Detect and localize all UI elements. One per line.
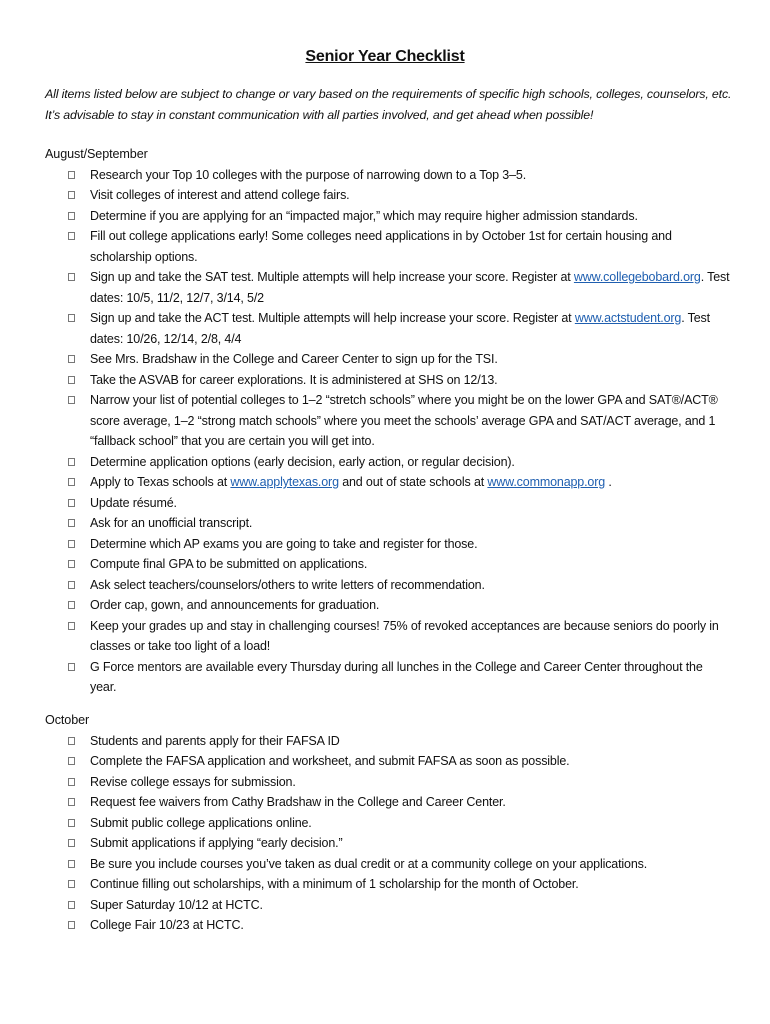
section-heading: August/September xyxy=(45,147,148,161)
checkbox-icon[interactable] xyxy=(68,581,75,589)
item-text: Take the ASVAB for career explorations. It is administered at SHS on 12/13. xyxy=(90,372,498,387)
item-text: Ask select teachers/counselors/others to write letters of recommendation. xyxy=(90,577,485,592)
section-october xyxy=(45,710,745,936)
intro-paragraph: All items listed below are subject to change or vary based on the requirements of specific high schools, colleges, counselors, etc. It’s advisable to stay in constant communication with all parties involved, and get ahead when possible! xyxy=(45,87,732,122)
checklist-item xyxy=(45,452,730,473)
checkbox-icon[interactable] xyxy=(68,921,75,929)
item-text: Be sure you include courses you’ve taken as dual credit or at a community college on your applications. xyxy=(90,856,648,871)
checklist-item xyxy=(45,792,730,813)
item-text: Sign up and take the ACT test. Multiple attempts will help increase your score. Register at xyxy=(90,311,575,325)
checklist-item xyxy=(45,493,730,514)
checkbox-icon[interactable] xyxy=(68,560,75,568)
checkbox-icon[interactable] xyxy=(68,798,75,806)
item-text: Narrow your list of potential colleges to 1–2 “stretch schools” where you might be on the lower GPA and SAT®/ACT® score average, 1–2 “strong match schools” where you meet the schools’ average GPA and SAT/ACT average, and 1 “fallback school” that you are certain you will get into. xyxy=(90,393,718,448)
checklist-item xyxy=(45,915,730,936)
item-text: Determine application options (early decision, early action, or regular decision). xyxy=(90,454,515,469)
checkbox-icon[interactable] xyxy=(68,499,75,507)
checklist-item xyxy=(45,534,730,555)
checkbox-icon[interactable] xyxy=(68,519,75,527)
item-text: Update résumé. xyxy=(90,495,177,510)
checklist-item xyxy=(45,854,730,875)
checklist-item xyxy=(45,308,730,349)
item-text: Research your Top 10 colleges with the purpose of narrowing down to a Top 3–5. xyxy=(90,167,527,182)
checklist-item xyxy=(45,895,730,916)
checklist-item xyxy=(45,185,730,206)
checkbox-icon[interactable] xyxy=(68,663,75,671)
checkbox-icon[interactable] xyxy=(68,232,75,240)
item-text: Students and parents apply for their FAFSA ID xyxy=(90,733,340,748)
checkbox-icon[interactable] xyxy=(68,778,75,786)
item-text: Submit public college applications online. xyxy=(90,815,312,830)
item-text: Determine which AP exams you are going to take and register for those. xyxy=(90,536,478,551)
checkbox-icon[interactable] xyxy=(68,396,75,404)
item-text: Ask for an unofficial transcript. xyxy=(90,516,253,530)
checklist-item xyxy=(45,772,730,793)
item-text: Order cap, gown, and announcements for graduation. xyxy=(90,598,380,612)
checkbox-icon[interactable] xyxy=(68,458,75,466)
website-link[interactable]: www.actstudent.org xyxy=(574,311,682,325)
item-text: . Test dates: 10/26, 12/14, 2/8, 4/4 xyxy=(90,311,710,346)
item-text: Sign up and take the SAT test. Multiple attempts will help increase your score. Register at xyxy=(90,270,574,284)
checkbox-icon[interactable] xyxy=(68,860,75,868)
checklist-item xyxy=(45,575,730,596)
item-text: Submit applications if applying “early decision.” xyxy=(90,836,343,850)
item-text: Fill out college applications early! Some colleges need applications in by October 1st for certain housing and scholarship options. xyxy=(90,229,672,264)
item-text: Continue filling out scholarships, with a minimum of 1 scholarship for the month of October. xyxy=(90,877,579,891)
item-text: Apply to Texas schools at xyxy=(90,475,231,489)
checklist-item xyxy=(45,833,730,854)
checkbox-icon[interactable] xyxy=(68,212,75,220)
checklist-item xyxy=(45,657,730,698)
checkbox-icon[interactable] xyxy=(68,757,75,765)
checklist-item xyxy=(45,731,730,752)
checkbox-icon[interactable] xyxy=(68,880,75,888)
item-text: Visit colleges of interest and attend college fairs. xyxy=(90,188,350,202)
checkbox-icon[interactable] xyxy=(68,376,75,384)
checkbox-icon[interactable] xyxy=(68,540,75,548)
checkbox-icon[interactable] xyxy=(68,273,75,281)
checklist-item xyxy=(45,472,730,493)
checklist-item xyxy=(45,226,730,267)
item-text: College Fair 10/23 at HCTC. xyxy=(90,918,244,932)
item-text: See Mrs. Bradshaw in the College and Career Center to sign up for the TSI. xyxy=(90,352,498,366)
checkbox-icon[interactable] xyxy=(68,601,75,609)
item-text: Revise college essays for submission. xyxy=(90,774,296,789)
section-heading: October xyxy=(45,713,90,727)
website-link[interactable]: www.applytexas.org xyxy=(230,475,339,489)
checkbox-icon[interactable] xyxy=(68,171,75,179)
item-text: . xyxy=(605,475,612,489)
checkbox-icon[interactable] xyxy=(68,839,75,847)
item-text: Request fee waivers from Cathy Bradshaw in the College and Career Center. xyxy=(90,795,506,809)
website-link[interactable]: www.collegebobard.org xyxy=(573,270,701,284)
checklist xyxy=(45,165,745,698)
checkbox-icon[interactable] xyxy=(68,191,75,199)
checkbox-icon[interactable] xyxy=(68,737,75,745)
checklist xyxy=(45,731,745,936)
checklist-item xyxy=(45,874,730,895)
item-text: Determine if you are applying for an “impacted major,” which may require higher admission standards. xyxy=(90,208,638,223)
section-aug-sep xyxy=(45,144,745,698)
checklist-item xyxy=(45,349,730,370)
checkbox-icon[interactable] xyxy=(68,622,75,630)
item-text: and out of state schools at xyxy=(338,475,488,489)
document-title: Senior Year Checklist xyxy=(305,48,465,65)
item-text: Compute final GPA to be submitted on applications. xyxy=(90,557,368,571)
website-link[interactable]: www.commonapp.org xyxy=(487,475,606,489)
checkbox-icon[interactable] xyxy=(68,314,75,322)
item-text: Super Saturday 10/12 at HCTC. xyxy=(90,897,263,912)
checklist-item xyxy=(45,813,730,834)
checkbox-icon[interactable] xyxy=(68,355,75,363)
item-text: . Test dates: 10/5, 11/2, 12/7, 3/14, 5/2 xyxy=(90,270,730,305)
checkbox-icon[interactable] xyxy=(68,478,75,486)
checkbox-icon[interactable] xyxy=(68,901,75,909)
checklist-item xyxy=(45,165,730,186)
checklist-item xyxy=(45,267,730,308)
checklist-item xyxy=(45,616,730,657)
checklist-item xyxy=(45,513,730,534)
checklist-item xyxy=(45,206,730,227)
checkbox-icon[interactable] xyxy=(68,819,75,827)
checklist-item xyxy=(45,390,730,452)
checklist-item xyxy=(45,595,730,616)
checklist-item xyxy=(45,554,730,575)
item-text: Complete the FAFSA application and worksheet, and submit FAFSA as soon as possible. xyxy=(90,754,570,768)
checklist-item xyxy=(45,751,730,772)
item-text: G Force mentors are available every Thursday during all lunches in the College and Career Center throughout the year. xyxy=(90,659,703,694)
item-text: Keep your grades up and stay in challenging courses! 75% of revoked acceptances are because seniors do poorly in classes or take too light of a load! xyxy=(90,618,719,653)
checklist-item xyxy=(45,370,730,391)
